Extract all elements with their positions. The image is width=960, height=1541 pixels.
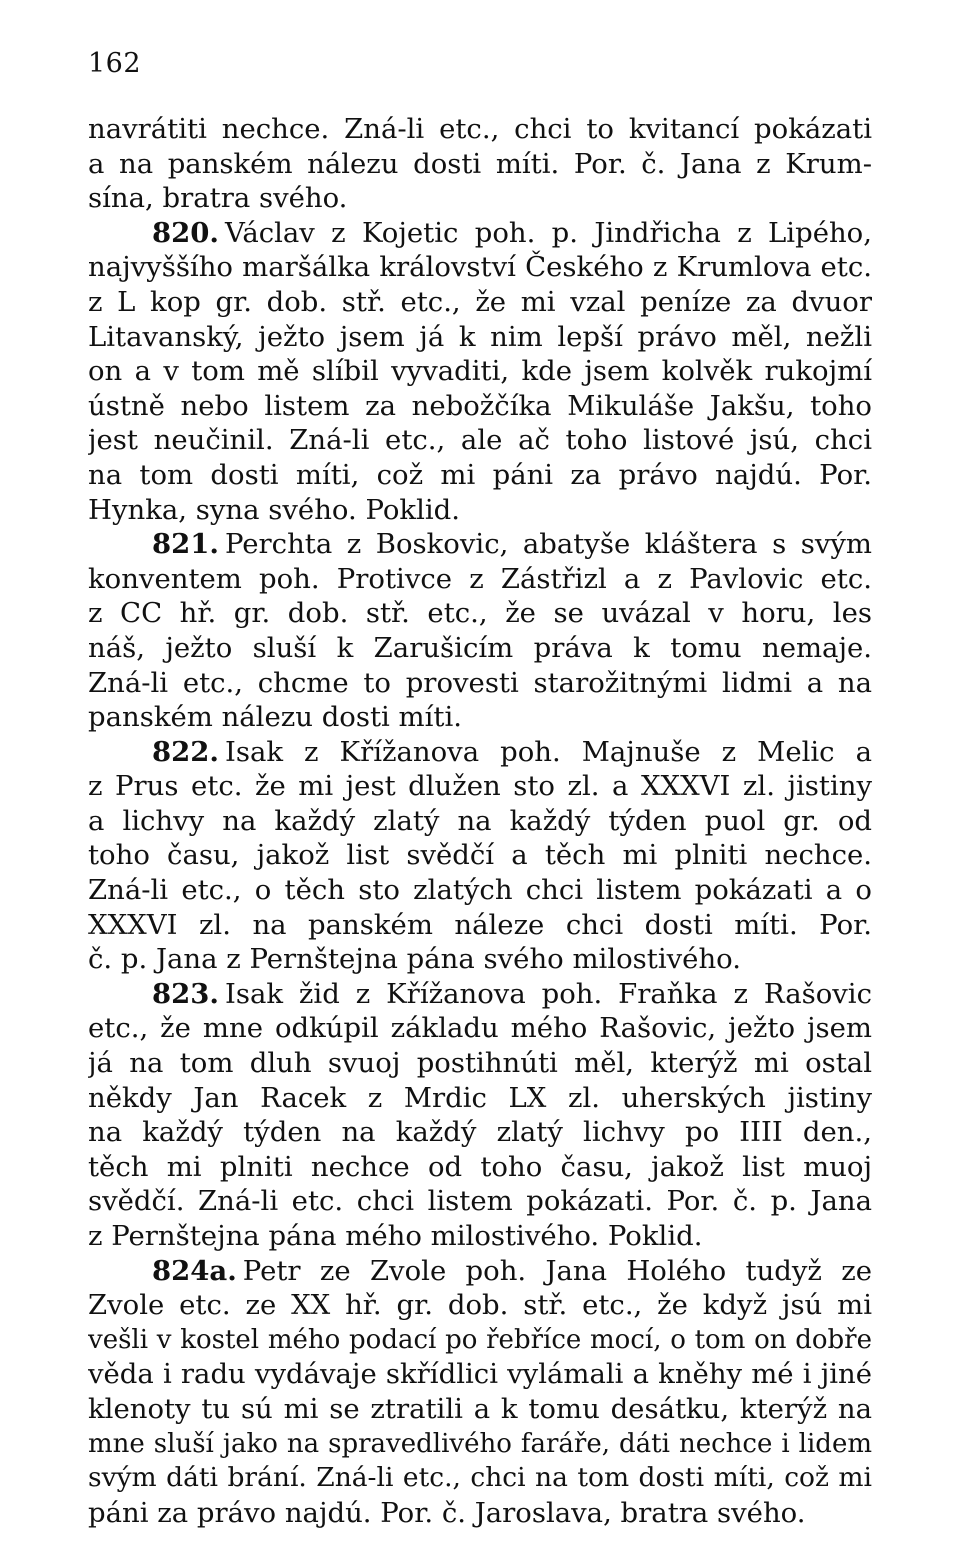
line-text: z Prus etc. že mi jest dlužen sto zl. a XXXVI zl. jistiny: [88, 770, 872, 803]
text-line: [88, 181, 872, 216]
text-line: [88, 1115, 872, 1150]
line-text: svým dáti brání. Zná-li etc., chci na tom dosti míti, což mi: [88, 1462, 872, 1494]
text-line: [88, 596, 872, 631]
text-line: [88, 354, 872, 389]
line-text: z L kop gr. dob. stř. etc., že mi vzal peníze za dvuor: [88, 285, 872, 318]
text-line: [88, 942, 872, 977]
entry-number: 820.: [152, 216, 219, 249]
text-line: [88, 320, 872, 355]
line-text: Václav z Kojetic poh. p. Jindřicha z Lipého,: [224, 216, 872, 249]
line-text: svědčí. Zná-li etc. chci listem pokázati. Por. č. p. Jana: [88, 1185, 872, 1218]
text-line: [88, 908, 872, 943]
text-line: [88, 1357, 872, 1392]
text-line: [88, 769, 872, 804]
line-text: panském nálezu dosti míti.: [88, 701, 463, 734]
line-text: navrátiti nechce. Zná-li etc., chci to kvitancí pokázati: [88, 113, 872, 145]
text-line: [88, 804, 872, 839]
text-line: [88, 1150, 872, 1185]
text-line: [88, 250, 872, 285]
line-text: ústně nebo listem za nebožčíka Mikuláše Jakšu, toho: [88, 389, 872, 422]
line-text: věda i radu vydávaje skřídlici vylámali a kněhy mé i jiné: [88, 1358, 872, 1391]
line-text: Isak žid z Křížanova poh. Fraňka z Rašovic: [224, 977, 872, 1010]
text-line: [88, 1184, 872, 1219]
line-text: najvyššího maršálka království Českého z Krumlova etc.: [88, 251, 872, 284]
text-line: [88, 1323, 872, 1358]
text-line: [88, 1011, 872, 1046]
line-text: sína, bratra svého.: [88, 182, 348, 215]
text-line: [88, 735, 872, 770]
text-line: [88, 873, 872, 908]
line-text: jest neučinil. Zná-li etc., ale ač toho listové jsú, chci: [88, 424, 872, 457]
line-text: já na tom dluh svuoj postihnúti měl, kterýž mi ostal: [88, 1047, 872, 1080]
text-line: [88, 838, 872, 873]
entry-number: 824a.: [152, 1254, 237, 1287]
line-text: Zná-li etc., chcme to provesti starožitnými lidmi a na: [88, 666, 872, 699]
page-number: 162: [88, 48, 142, 79]
text-line: [88, 631, 872, 666]
line-text: a lichvy na každý zlatý na každý týden puol gr. od: [88, 804, 872, 837]
line-text: č. p. Jana z Pernštejna pána svého milostivého.: [88, 943, 741, 976]
line-text: toho času, jakož list svědčí a těch mi plniti nechce.: [88, 839, 872, 872]
line-text: Isak z Křížanova poh. Majnuše z Melic a: [224, 735, 872, 768]
line-text: náš, ježto sluší k Zarušicím práva k tomu nemaje.: [88, 631, 872, 664]
entry-number: 821.: [152, 528, 219, 561]
text-line: [88, 1496, 872, 1531]
text-line: [88, 1427, 872, 1462]
text-block: [88, 112, 872, 1530]
text-line: [88, 1392, 872, 1427]
text-line: [88, 977, 872, 1012]
line-text: etc., že mne odkúpil základu mého Rašovic, ježto jsem: [88, 1012, 872, 1045]
line-text: klenoty tu sú mi se ztratili a k tomu desátku, kterýž na: [88, 1392, 872, 1425]
text-line: [88, 527, 872, 562]
line-text: on a v tom mě slíbil vyvaditi, kde jsem kolvěk rukojmí: [88, 355, 872, 388]
text-line: [88, 562, 872, 597]
line-text: vešli v kostel mého podací po řebříce mocí, o tom on dobře: [88, 1324, 872, 1355]
text-line: [88, 1254, 872, 1289]
line-text: těch mi plniti nechce od toho času, jakož list muoj: [88, 1150, 872, 1183]
text-line: [88, 1046, 872, 1081]
line-text: Litavanský, ježto jsem já k nim lepší právo měl, nežli: [88, 320, 872, 353]
text-line: [88, 1081, 872, 1116]
line-text: na tom dosti míti, což mi páni za právo najdú. Por.: [88, 458, 872, 491]
text-line: [88, 147, 872, 182]
text-line: [88, 666, 872, 701]
line-text: mne sluší jako na spravedlivého faráře, dáti nechce i lidem: [88, 1428, 872, 1459]
text-line: [88, 1288, 872, 1323]
line-text: někdy Jan Racek z Mrdic LX zl. uherských jistiny: [88, 1081, 872, 1114]
entry-number: 823.: [152, 977, 219, 1010]
text-line: [88, 423, 872, 458]
text-line: [88, 389, 872, 424]
line-text: Zvole etc. ze XX hř. gr. dob. stř. etc., že když jsú mi: [88, 1289, 872, 1322]
text-line: [88, 493, 872, 528]
text-line: [88, 458, 872, 493]
line-text: z Pernštejna pána mého milostivého. Poklid.: [88, 1220, 703, 1252]
line-text: Hynka, syna svého. Poklid.: [88, 493, 461, 526]
line-text: na každý týden na každý zlatý lichvy po IIII den.,: [88, 1116, 872, 1149]
text-line: [88, 112, 872, 147]
text-line: [88, 1461, 872, 1496]
text-line: [88, 216, 872, 251]
line-text: z CC hř. gr. dob. stř. etc., že se uvázal v horu, les: [88, 597, 872, 630]
line-text: XXXVI zl. na panském náleze chci dosti míti. Por.: [88, 908, 872, 941]
text-line: [88, 285, 872, 320]
line-text: Perchta z Boskovic, abatyše kláštera s svým: [224, 528, 872, 561]
line-text: Zná-li etc., o těch sto zlatých chci listem pokázati a o: [88, 874, 872, 907]
line-text: a na panském nálezu dosti míti. Por. č. Jana z Krum-: [88, 147, 872, 180]
line-text: konventem poh. Protivce z Zástřizl a z Pavlovic etc.: [88, 562, 872, 595]
text-line: [88, 700, 872, 735]
text-line: [88, 1219, 872, 1254]
entry-number: 822.: [152, 735, 219, 768]
line-text: Petr ze Zvole poh. Jana Holého tudyž ze: [242, 1254, 872, 1287]
line-text: páni za právo najdú. Por. č. Jaroslava, bratra svého.: [88, 1496, 806, 1529]
